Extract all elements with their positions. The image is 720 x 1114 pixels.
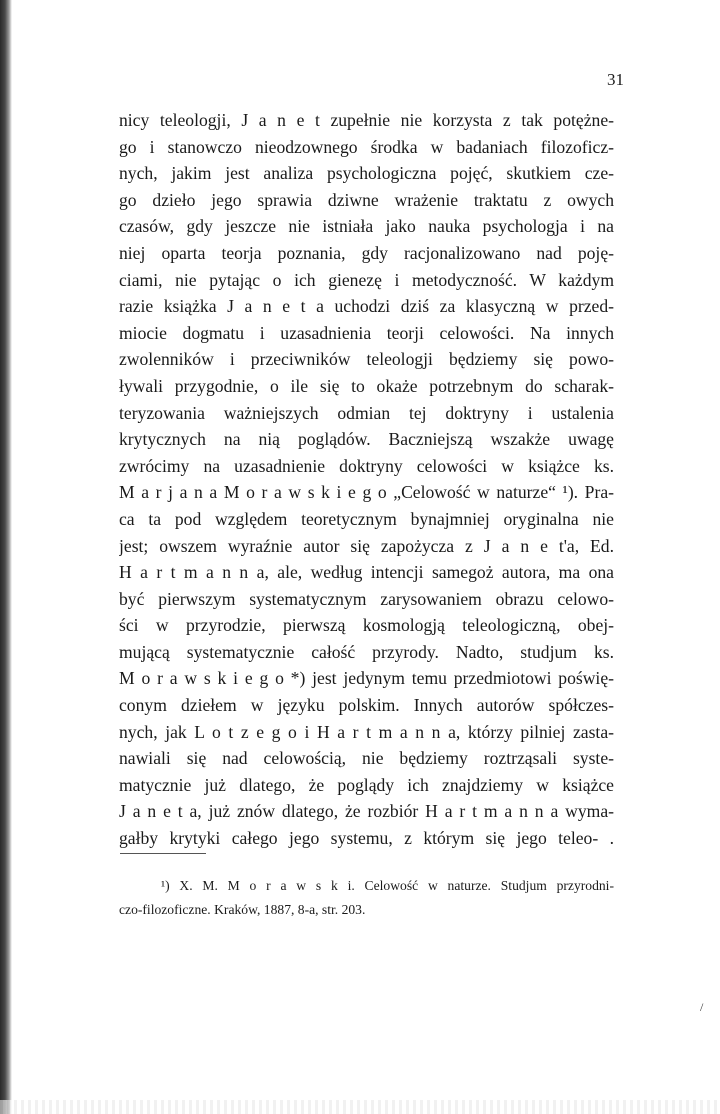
text-line: matycznie już dlatego, że poglądy ich znajdziemy w książce: [119, 774, 614, 795]
text-line: niej oparta teorja poznania, gdy racjonalizowano nad poję-: [119, 242, 614, 263]
text-line: nawiali się nad celowością, nie będziemy roztrząsali syste-: [119, 748, 614, 769]
text-line: ływali przygodnie, o ile się to okaże potrzebnym do scharak-: [119, 375, 614, 396]
text-line: go i stanowczo nieodzownego środka w badaniach filozoficz-: [119, 136, 614, 157]
edge-mark: /: [700, 1000, 704, 1014]
text-line: H a r t m a n n a, ale, według intencji samegoż autora, ma ona: [119, 562, 614, 583]
text-line: ści w przyrodzie, pierwszą kosmologją teleologiczną, obej-: [119, 615, 614, 636]
text-line: J a n e t a, już znów dlatego, że rozbiór H a r t m a n n a wyma-: [119, 801, 614, 822]
text-line: go dzieło jego sprawia dziwne wrażenie traktatu z owych: [119, 189, 614, 210]
text-line: mującą systematycznie całość przyrody. Nadto, studjum ks.: [119, 641, 614, 662]
text-line: teryzowania ważniejszych odmian tej doktryny i ustalenia: [119, 402, 614, 423]
footnote: [119, 874, 614, 922]
body-text: [119, 107, 614, 852]
text-line: jest; owszem wyraźnie autor się zapożycza z J a n e t'a, Ed.: [119, 535, 614, 556]
footnote-line: czo-filozoficzne. Kraków, 1887, 8-a, str. 203.: [119, 902, 366, 917]
text-line: czasów, gdy jeszcze nie istniała jako nauka psychologja i na: [119, 216, 614, 237]
footnote-rule: [120, 853, 206, 854]
text-line: ciami, nie pytając o ich gienezę i metodyczność. W każdym: [119, 269, 614, 290]
text-line: nicy teleologji, J a n e t zupełnie nie korzysta z tak potężne-: [119, 110, 614, 130]
text-line: być pierwszym systematycznym zarysowaniem obrazu celowo-: [119, 588, 614, 609]
text-line: nych, jakim jest analiza psychologiczna pojęć, skutkiem cze-: [119, 163, 614, 184]
text-line: gałby krytyki całego jego systemu, z którym się jego teleo- .: [119, 828, 614, 849]
text-line: nych, jak L o t z e g o i H a r t m a n n a, którzy pilniej zasta-: [119, 721, 614, 742]
footnote-line: ¹) X. M. M o r a w s k i. Celowość w naturze. Studjum przyrodni-: [161, 878, 614, 893]
text-line: miocie dogmatu i uzasadnienia teorji celowości. Na innych: [119, 322, 614, 343]
text-line: conym dziełem w języku polskim. Innych autorów spółczes-: [119, 695, 614, 716]
text-line: ca ta pod względem teoretycznym bynajmniej oryginalna nie: [119, 508, 614, 529]
page-bottom-edge: [0, 1100, 720, 1114]
book-spine-shadow: [0, 0, 12, 1114]
text-line: krytycznych na nią poglądów. Baczniejszą wszakże uwagę: [119, 429, 614, 450]
text-line: razie książka J a n e t a uchodzi dziś za klasyczną w przed-: [119, 296, 614, 317]
text-line: zwolenników i przeciwników teleologji będziemy się powo-: [119, 349, 614, 370]
text-line: zwrócimy na uzasadnienie doktryny celowości w książce ks.: [119, 455, 614, 476]
page-number: 31: [607, 70, 624, 89]
text-line: M a r j a n a M o r a w s k i e g o „Celowość w naturze“ ¹). Pra-: [119, 482, 614, 503]
text-line: M o r a w s k i e g o *) jest jedynym temu przedmiotowi poświę-: [119, 668, 614, 689]
